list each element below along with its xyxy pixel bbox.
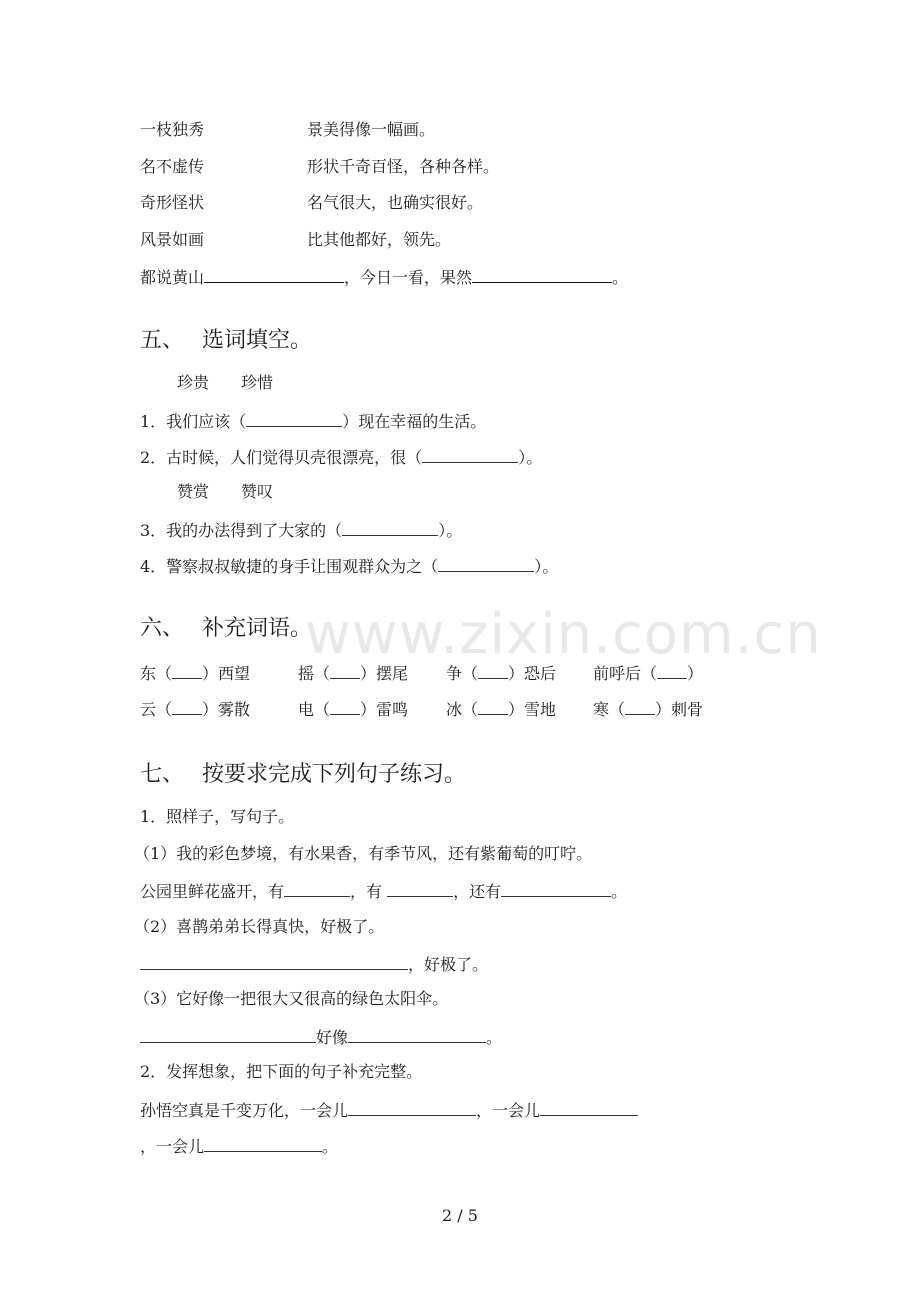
match-sentence-a: 都说黄山 (140, 268, 205, 287)
word-choices-2: 赞赏 赞叹 (177, 482, 274, 501)
match-left-4: 风景如画 (140, 230, 205, 249)
match-left-3: 奇形怪状 (140, 193, 205, 212)
section-5-heading (140, 326, 312, 356)
blank-line[interactable] (342, 517, 438, 536)
watermark: www.zixin.com.cn (305, 602, 822, 667)
fill-5 (140, 1133, 338, 1159)
fill-text: ，还有 (453, 882, 502, 901)
fill-text: 。 (322, 1137, 339, 1156)
match-sentence-c: 。 (612, 268, 629, 287)
fill-text: 孙悟空真是千变万化，一会儿 (140, 1101, 349, 1120)
question-text: 3．我的办法得到了大家的（ (140, 521, 343, 540)
match-right-3: 名气很大，也确实很好。 (307, 193, 484, 212)
example-2: （2）喜鹊弟弟长得真快，好极了。 (134, 917, 385, 936)
match-sentence-b: ，今日一看，果然 (344, 268, 473, 287)
idiom-text: 摇（ (298, 664, 331, 683)
question-text: 2．古时候，人们觉得贝壳很漂亮，很（ (140, 448, 423, 467)
section-title: 选词填空。 (202, 328, 313, 353)
blank-line[interactable] (540, 1097, 638, 1116)
blank-line[interactable] (501, 878, 611, 897)
section-title: 补充词语。 (202, 616, 313, 641)
match-right-2: 形状千奇百怪，各种各样。 (307, 157, 500, 176)
idiom-text: ）雪地 (508, 700, 557, 719)
idiom-5 (140, 696, 250, 722)
match-left-1: 一枝独秀 (140, 120, 205, 139)
section-7-heading (140, 760, 466, 790)
blank-line[interactable] (387, 878, 453, 897)
blank-line[interactable] (472, 264, 612, 283)
question-text: 1．我们应该（ (140, 412, 247, 431)
question-text: 4．警察叔叔敏捷的身手让围观群众为之（ (140, 557, 439, 576)
section-number: 五、 (140, 328, 185, 353)
question-text: ）现在幸福的生活。 (342, 412, 487, 431)
blank-line[interactable] (438, 553, 534, 572)
idiom-text: ） (687, 664, 704, 683)
fill-4 (140, 1097, 638, 1123)
section-number: 七、 (140, 762, 185, 787)
idiom-text: ）恐后 (508, 664, 557, 683)
idiom-text: 东（ (140, 664, 173, 683)
idiom-8 (593, 696, 703, 722)
blank-line[interactable] (204, 264, 344, 283)
match-sentence (140, 264, 628, 290)
idiom-1 (140, 660, 250, 686)
fill-text: ，有 (350, 882, 388, 901)
blank-line[interactable] (625, 696, 655, 715)
section-6-heading (140, 614, 312, 644)
idiom-text: 冰（ (446, 700, 479, 719)
idiom-text: ）雷鸣 (360, 700, 409, 719)
fill-text: 好像 (316, 1028, 349, 1047)
idiom-text: 寒（ (593, 700, 626, 719)
fill-text: ，一会儿 (140, 1137, 205, 1156)
question-text: ）。 (534, 557, 559, 576)
page-number: 2 / 5 (442, 1206, 478, 1225)
question-2 (140, 444, 542, 470)
blank-line[interactable] (330, 696, 360, 715)
fill-3 (140, 1024, 502, 1050)
idiom-text: 前呼后（ (593, 664, 658, 683)
question-text: ）。 (438, 521, 463, 540)
idiom-text: 争（ (446, 664, 479, 683)
part-1-prompt: 1．照样子，写句子。 (140, 807, 295, 826)
word-choices-1: 珍贵 珍惜 (177, 373, 274, 392)
idiom-text: ）刺骨 (655, 700, 704, 719)
section-title: 按要求完成下列句子练习。 (202, 762, 467, 787)
blank-line[interactable] (348, 1024, 486, 1043)
blank-line[interactable] (478, 660, 508, 679)
idiom-4 (593, 660, 703, 686)
idiom-6 (298, 696, 408, 722)
idiom-text: ）摆尾 (360, 664, 409, 683)
question-text: ）。 (518, 448, 543, 467)
idiom-text: 电（ (298, 700, 331, 719)
idiom-text: 云（ (140, 700, 173, 719)
blank-line[interactable] (478, 696, 508, 715)
example-3: （3）它好像一把很大又很高的绿色太阳伞。 (134, 989, 449, 1008)
fill-1 (140, 878, 627, 904)
fill-text: 公园里鲜花盛开，有 (140, 882, 285, 901)
blank-line[interactable] (657, 660, 687, 679)
question-3 (140, 517, 462, 543)
question-1 (140, 408, 486, 434)
blank-line[interactable] (422, 444, 518, 463)
match-left-2: 名不虚传 (140, 157, 205, 176)
fill-2 (140, 951, 488, 977)
blank-line[interactable] (172, 696, 202, 715)
question-4 (140, 553, 558, 579)
blank-line[interactable] (330, 660, 360, 679)
blank-line[interactable] (284, 878, 350, 897)
fill-text: ，一会儿 (476, 1101, 541, 1120)
blank-line[interactable] (204, 1133, 322, 1152)
part-2-prompt: 2．发挥想象，把下面的句子补充完整。 (140, 1062, 423, 1081)
idiom-3 (446, 660, 556, 686)
blank-line[interactable] (348, 1097, 476, 1116)
blank-line[interactable] (246, 408, 342, 427)
idiom-2 (298, 660, 408, 686)
blank-line[interactable] (172, 660, 202, 679)
blank-line[interactable] (140, 951, 408, 970)
example-1: （1）我的彩色梦境，有水果香，有季节风，还有紫葡萄的叮咛。 (134, 844, 593, 863)
fill-text: 。 (486, 1028, 503, 1047)
idiom-text: ）雾散 (202, 700, 251, 719)
fill-text: ，好极了。 (408, 955, 489, 974)
fill-text: 。 (611, 882, 628, 901)
idiom-text: ）西望 (202, 664, 251, 683)
blank-line[interactable] (140, 1024, 316, 1043)
match-right-4: 比其他都好，领先。 (307, 230, 452, 249)
section-number: 六、 (140, 616, 185, 641)
idiom-7 (446, 696, 556, 722)
match-right-1: 景美得像一幅画。 (307, 120, 436, 139)
